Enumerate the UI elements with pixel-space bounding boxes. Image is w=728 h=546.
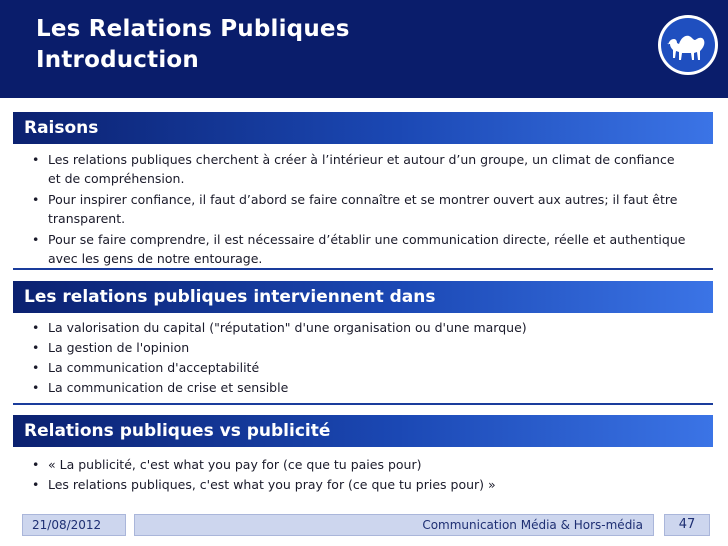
slide-title: [36, 14, 350, 76]
list-item: • La communication d'acceptabilité: [32, 360, 260, 375]
section-title-interventions: Les relations publiques interviennent dans: [24, 287, 436, 307]
page-number: 47: [664, 514, 710, 536]
section-bar-raisons: [13, 112, 713, 144]
footer-title: Communication Média & Hors-média: [134, 514, 654, 536]
list-item: • Les relations publiques cherchent à créer à l’intérieur et autour d’un groupe, un climat de confiance et de compréhension.: [32, 152, 675, 186]
slide-title-line-2: Introduction: [36, 47, 199, 73]
interventions-list: [30, 318, 527, 398]
list-item-text: Les relations publiques cherchent à créer à l’intérieur et autour d’un groupe, un climat de confiance et de compréhension.: [48, 152, 675, 186]
slide-header: [0, 0, 728, 98]
list-item-text: Pour se faire comprendre, il est nécessaire d’établir une communication directe, réelle et authentique avec les gens de notre entourage.: [48, 232, 686, 266]
list-item: • Pour inspirer confiance, il faut d’abord se faire connaître et se montrer ouvert aux autres; il faut être transparent.: [32, 192, 678, 226]
list-item-text: La gestion de l'opinion: [48, 340, 190, 355]
section-divider: [13, 403, 713, 405]
footer-date: 21/08/2012: [22, 514, 126, 536]
list-item-text: Les relations publiques, c'est what you pray for (ce que tu pries pour) »: [48, 477, 496, 492]
list-item-text: La communication de crise et sensible: [48, 380, 289, 395]
list-item: • « La publicité, c'est what you pay for (ce que tu paies pour): [32, 457, 422, 472]
list-item: • La valorisation du capital ("réputation" d'une organisation ou d'une marque): [32, 320, 527, 335]
list-item-text: La valorisation du capital ("réputation" d'une organisation ou d'une marque): [48, 320, 527, 335]
rp-vs-pub-list: [30, 455, 496, 495]
slide-title-line-1: Les Relations Publiques: [36, 16, 350, 42]
list-item-text: La communication d'acceptabilité: [48, 360, 260, 375]
raisons-list: [30, 150, 688, 270]
camel-logo-icon: [657, 14, 719, 76]
list-item: • Les relations publiques, c'est what you pray for (ce que tu pries pour) »: [32, 477, 496, 492]
section-divider: [13, 268, 713, 270]
section-title-rp-vs-pub: Relations publiques vs publicité: [24, 421, 331, 441]
list-item-text: « La publicité, c'est what you pay for (ce que tu paies pour): [48, 457, 422, 472]
list-item: • Pour se faire comprendre, il est nécessaire d’établir une communication directe, réelle et authentique avec les gens de notre entourage.: [32, 232, 686, 266]
section-title-raisons: Raisons: [24, 118, 99, 138]
list-item-text: Pour inspirer confiance, il faut d’abord se faire connaître et se montrer ouvert aux autres; il faut être transparent.: [48, 192, 678, 226]
list-item: • La communication de crise et sensible: [32, 380, 289, 395]
list-item: • La gestion de l'opinion: [32, 340, 190, 355]
